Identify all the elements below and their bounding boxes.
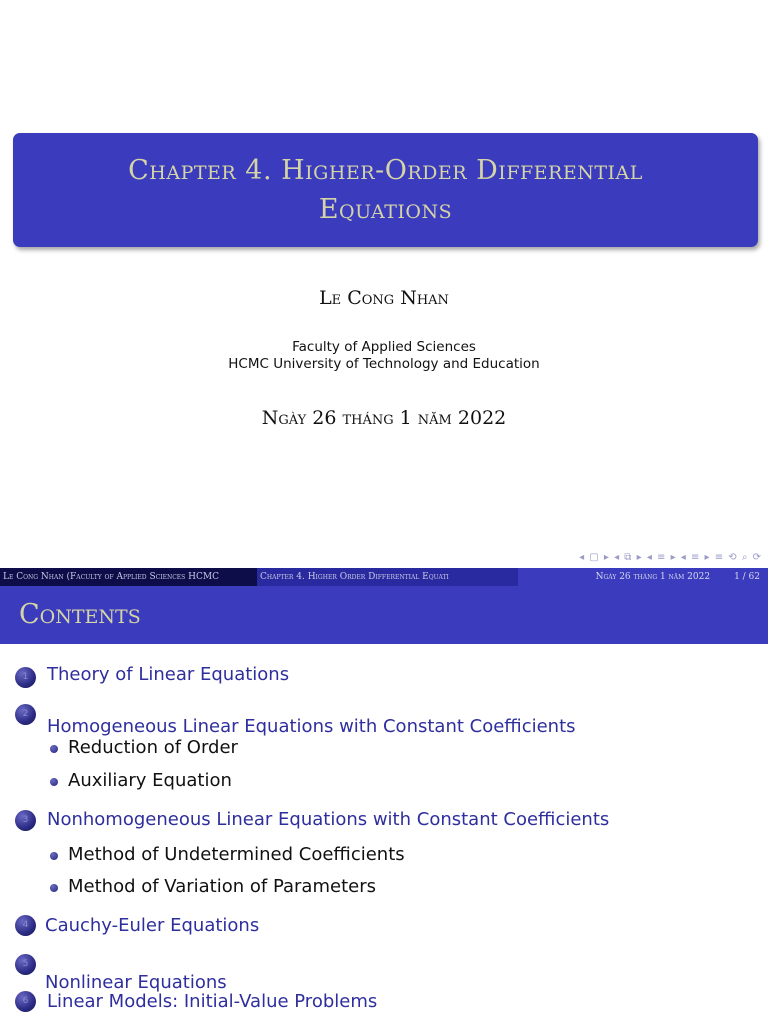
author-name: Le Cong Nhan xyxy=(319,287,449,309)
toc-subsection-label: Auxiliary Equation xyxy=(68,770,232,791)
bullet-icon xyxy=(50,745,58,753)
section-number-badge: 4 xyxy=(15,915,36,936)
title-box xyxy=(13,133,758,247)
presentation-date: Ngày 26 tháng 1 năm 2022 xyxy=(261,407,507,429)
section-number-badge: 5 xyxy=(15,954,36,975)
section-number-badge: 1 xyxy=(15,667,36,688)
section-number-badge: 6 xyxy=(15,991,36,1012)
toc-section-label: Cauchy-Euler Equations xyxy=(45,915,260,936)
toc-section-label: Theory of Linear Equations xyxy=(47,664,290,685)
institute-faculty: Faculty of Applied Sciences xyxy=(292,339,476,355)
contents-header xyxy=(0,586,768,644)
institute-university: HCMC University of Technology and Education xyxy=(228,356,540,372)
contents-title: Contents xyxy=(19,599,141,630)
bullet-icon xyxy=(50,884,58,892)
footer-page-number: 1 / 62 xyxy=(734,572,760,582)
toc-section-label: Homogeneous Linear Equations with Constant Coefficients xyxy=(47,716,576,737)
toc-section-label: Nonhomogeneous Linear Equations with Constant Coefficients xyxy=(47,809,610,830)
footer-author: Le Cong Nhan (Faculty of Applied Sciences HCMC xyxy=(0,568,257,586)
footer-bar xyxy=(0,568,768,586)
toc-subsection-label: Method of Variation of Parameters xyxy=(68,876,376,897)
footer-short-title: Chapter 4. Higher Order Differential Equati xyxy=(257,568,518,586)
section-number-badge: 3 xyxy=(15,810,36,831)
toc-section-label: Nonlinear Equations xyxy=(45,972,227,993)
beamer-navigation-icons[interactable]: ◂ ▢ ▸ ◂ ⧉ ▸ ◂ ≡ ▸ ◂ ≡ ▸ ≡ ⟲ ⌕ ⟳ xyxy=(579,552,762,563)
bullet-icon xyxy=(50,852,58,860)
bullet-icon xyxy=(50,778,58,786)
toc-subsection-label: Method of Undetermined Coefficients xyxy=(68,844,405,865)
toc-section-label: Linear Models: Initial-Value Problems xyxy=(47,991,378,1012)
slide-title: Chapter 4. Higher-Order Differential Equations xyxy=(128,155,643,225)
footer-date-page xyxy=(518,568,768,586)
footer-date: Ngày 26 tháng 1 năm 2022 xyxy=(595,572,711,582)
toc-subsection-label: Reduction of Order xyxy=(68,737,238,758)
section-number-badge: 2 xyxy=(15,704,36,725)
